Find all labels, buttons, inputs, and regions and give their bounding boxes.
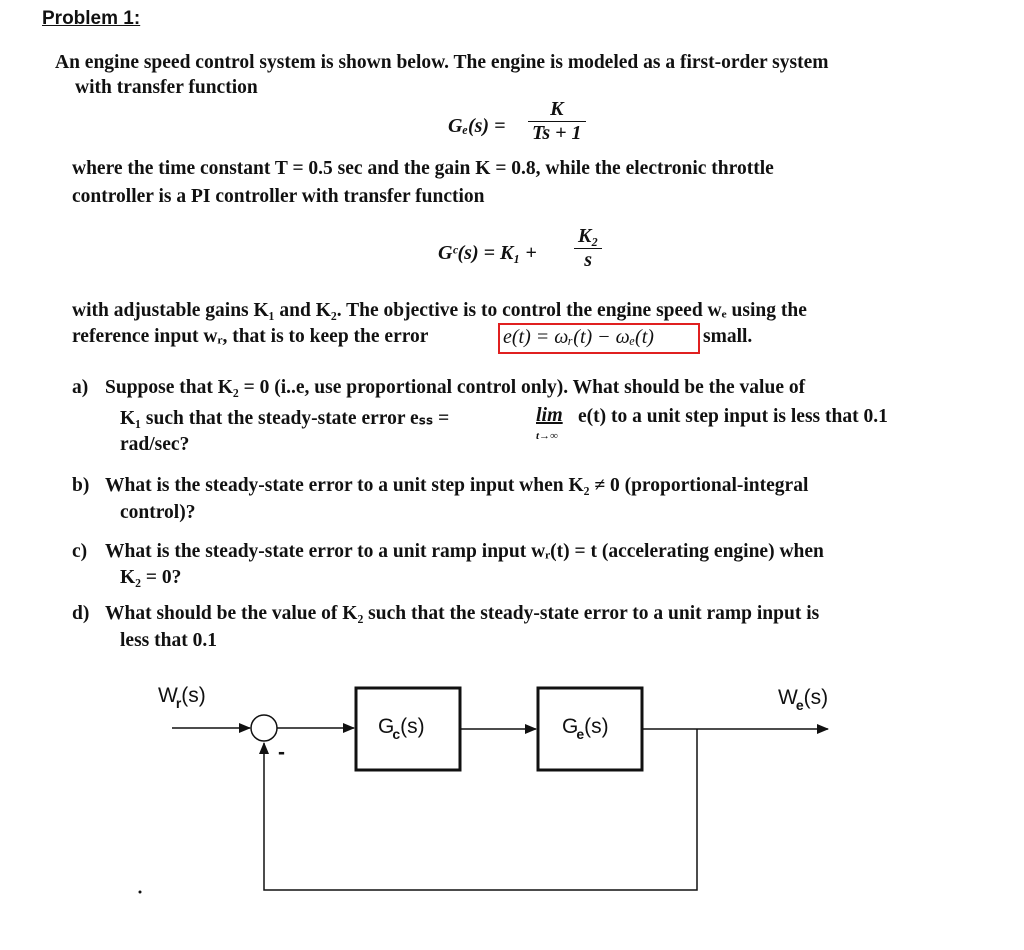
- question-a-lim: lim: [536, 404, 563, 426]
- question-a-lim-sub: t→∞: [536, 430, 558, 442]
- eq1-lhs: Gₑ(s) =: [448, 115, 506, 137]
- eq1-numerator: K: [528, 98, 586, 122]
- question-a-line-3: rad/sec?: [120, 434, 190, 455]
- problem-title: Problem 1:: [42, 8, 141, 29]
- question-a-line-1: Suppose that K₂ = 0 (i..e, use proportional control only). What should be the value of: [105, 377, 806, 398]
- question-a-label: a): [72, 377, 89, 398]
- question-d-line-2: less that 0.1: [120, 630, 217, 651]
- question-d-label: d): [72, 603, 90, 624]
- question-d-line-1: What should be the value of K₂ such that the steady-state error to a unit ramp input is: [105, 603, 820, 624]
- intro-line-1: An engine speed control system is shown below. The engine is modeled as a first-order system: [55, 52, 829, 73]
- question-a-line-2-pre: K₁ such that the steady-state error eₛₛ =: [120, 408, 450, 429]
- error-expression: e(t) = ωᵣ(t) − ωₑ(t): [503, 326, 654, 348]
- intro-line-2: with transfer function: [75, 77, 258, 98]
- feedback-path: [264, 729, 697, 890]
- output-signal-label: $W_e(s)$: [778, 686, 829, 713]
- plant-label: $G_e(s)$: [562, 715, 609, 742]
- eq2-denominator: s: [584, 249, 593, 271]
- params-line-1: where the time constant T = 0.5 sec and the gain K = 0.8, while the electronic throttle: [72, 158, 774, 179]
- question-b-line-1: What is the steady-state error to a unit step input when K₂ ≠ 0 (proportional-integral: [105, 475, 809, 496]
- objective-line-2-post: small.: [703, 326, 753, 347]
- objective-line-2-pre: reference input wᵣ, that is to keep the error: [72, 326, 429, 347]
- stray-dot: [139, 891, 142, 894]
- input-signal-label: $W_r(s)$: [158, 684, 206, 711]
- feedback-sign: -: [278, 741, 285, 764]
- question-c-line-1: What is the steady-state error to a unit ramp input wᵣ(t) = t (accelerating engine) when: [105, 541, 824, 562]
- params-line-2: controller is a PI controller with transfer function: [72, 186, 485, 207]
- summing-junction: [251, 715, 277, 741]
- eq2-numerator: K₂: [574, 225, 602, 249]
- eq1-denominator: Ts + 1: [532, 122, 582, 144]
- controller-label: $G_c(s)$: [378, 715, 425, 742]
- question-a-line-2-post: e(t) to a unit step input is less that 0.1: [578, 406, 888, 427]
- eq2-lhs: Gᶜ(s) = K₁ +: [438, 242, 537, 264]
- question-b-label: b): [72, 475, 90, 496]
- question-c-line-2: K₂ = 0?: [120, 567, 182, 588]
- question-b-line-2: control)?: [120, 502, 196, 523]
- objective-line-1: with adjustable gains K₁ and K₂. The objective is to control the engine speed wₑ using the: [72, 300, 807, 321]
- question-c-label: c): [72, 541, 88, 562]
